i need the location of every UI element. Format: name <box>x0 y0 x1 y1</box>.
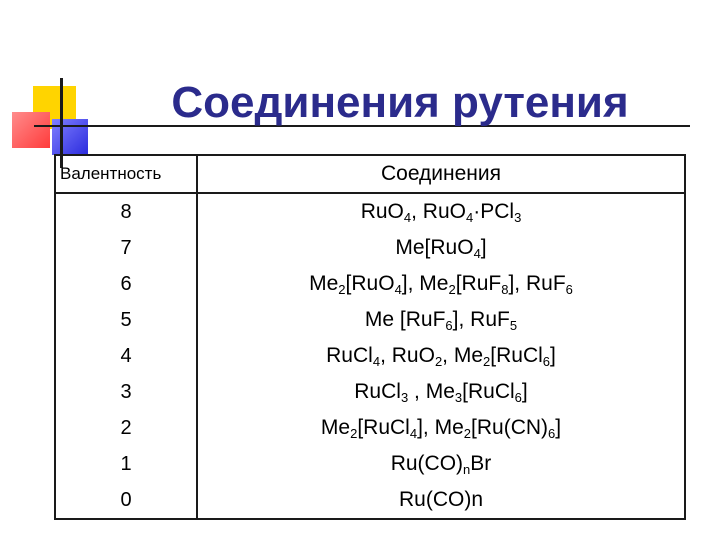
decor-red-square <box>12 112 50 148</box>
valence-cell: 3 <box>55 374 197 410</box>
table-row <box>55 482 685 519</box>
compounds-cell: RuCl$_4$, RuO$_2$, $Me_2[RuCl_6]$ <box>326 344 556 369</box>
compounds-cell: Me[RuO$_4$] <box>395 236 487 261</box>
slide-title: Соединения рутения <box>171 78 629 127</box>
table-row <box>55 266 685 302</box>
valence-cell: 1 <box>55 446 197 482</box>
table-row <box>55 302 685 338</box>
valence-cell: 8 <box>55 193 197 230</box>
compounds-cell: RuCl$_3$ , $Me_3[RuCl_6]$ <box>354 380 528 405</box>
compounds-cell: $Me_2[RuCl_4]$, $Me_2[Ru(CN)_6]$ <box>320 416 562 441</box>
valence-table <box>54 154 686 520</box>
valence-cell: 0 <box>55 482 197 519</box>
table-row <box>55 230 685 266</box>
table-header-row <box>55 155 685 193</box>
compounds-cell: RuO$_4$, RuO$_4$·PCl$_3$ <box>360 200 522 225</box>
table-row <box>55 446 685 482</box>
compounds-cell: Ru(CO)n <box>398 488 483 511</box>
valence-cell: 4 <box>55 338 197 374</box>
table-row <box>55 374 685 410</box>
header-valence: Валентность <box>55 155 197 193</box>
compounds-cell: Me [RuF$_6$], RuF$_5$ <box>364 308 518 333</box>
valence-cell: 6 <box>55 266 197 302</box>
table-row <box>55 193 685 230</box>
table-row <box>55 410 685 446</box>
table-row <box>55 338 685 374</box>
valence-cell: 5 <box>55 302 197 338</box>
compounds-cell: $Ru(CO)_nBr$ <box>390 452 492 477</box>
compounds-cell: $Me_2[RuO_4]$, $Me_2[RuF_8]$, RuF$_6$ <box>309 272 573 297</box>
valence-cell: 2 <box>55 410 197 446</box>
valence-cell: 7 <box>55 230 197 266</box>
header-compounds: Соединения <box>197 155 685 193</box>
